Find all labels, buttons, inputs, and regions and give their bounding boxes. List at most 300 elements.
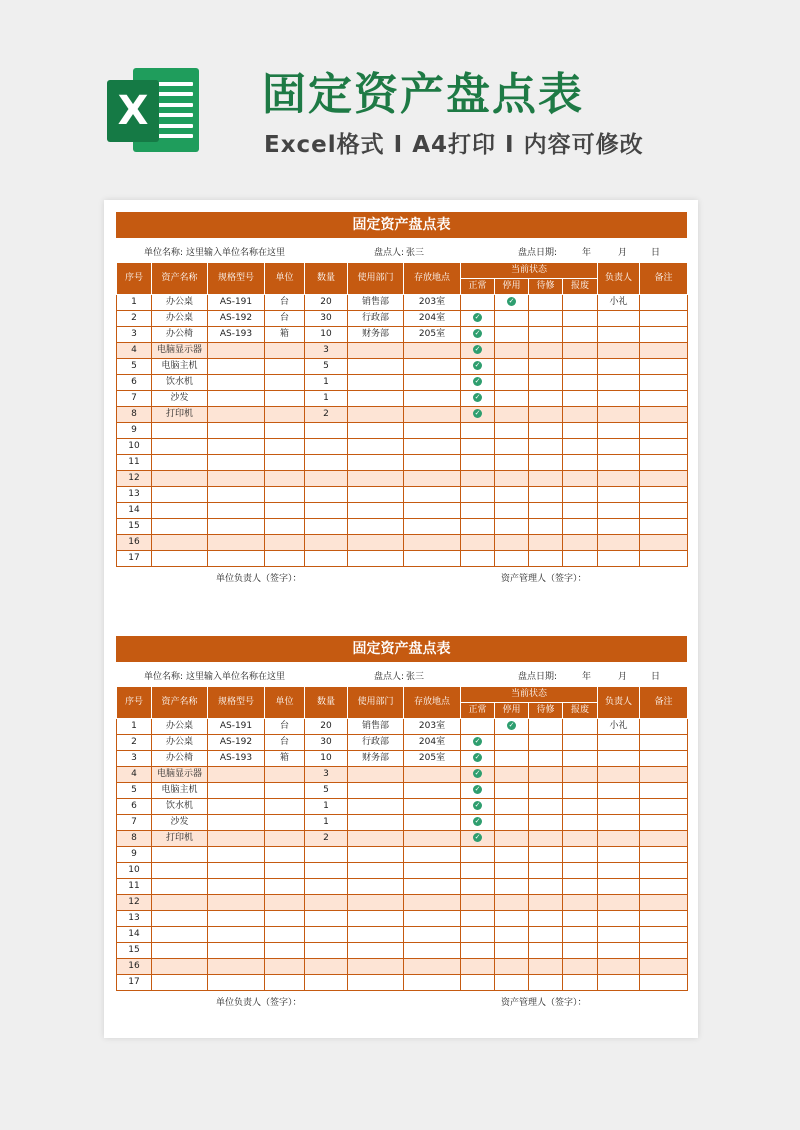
cell-dept[interactable]: [348, 519, 404, 535]
cell-dept[interactable]: [348, 455, 404, 471]
cell-name[interactable]: [152, 895, 208, 911]
cell-status-normal[interactable]: [461, 927, 495, 943]
cell-dept[interactable]: [348, 847, 404, 863]
cell-status-stopped[interactable]: [495, 783, 529, 799]
cell-unit[interactable]: [265, 423, 305, 439]
cell-dept[interactable]: 销售部: [348, 295, 404, 311]
cell-owner[interactable]: [598, 767, 640, 783]
cell-status-scrap[interactable]: [563, 487, 598, 503]
cell-owner[interactable]: [598, 359, 640, 375]
cell-status-normal[interactable]: [461, 975, 495, 991]
cell-qty[interactable]: [305, 455, 348, 471]
cell-name[interactable]: [152, 439, 208, 455]
cell-model[interactable]: [208, 879, 265, 895]
cell-note[interactable]: [640, 767, 688, 783]
cell-unit[interactable]: [265, 487, 305, 503]
cell-status-scrap[interactable]: [563, 391, 598, 407]
cell-name[interactable]: 办公桌: [152, 311, 208, 327]
cell-unit[interactable]: [265, 519, 305, 535]
cell-dept[interactable]: [348, 815, 404, 831]
cell-note[interactable]: [640, 751, 688, 767]
cell-model[interactable]: AS-191: [208, 719, 265, 735]
asset-manager-signature[interactable]: 资产管理人（签字）：: [501, 574, 587, 584]
cell-status-stopped[interactable]: [495, 815, 529, 831]
cell-unit[interactable]: [265, 359, 305, 375]
cell-status-repair[interactable]: [529, 927, 563, 943]
cell-note[interactable]: [640, 975, 688, 991]
cell-status-stopped[interactable]: [495, 311, 529, 327]
cell-qty[interactable]: 30: [305, 311, 348, 327]
cell-seq[interactable]: 14: [117, 927, 152, 943]
cell-status-scrap[interactable]: [563, 503, 598, 519]
cell-dept[interactable]: 财务部: [348, 327, 404, 343]
cell-location[interactable]: [404, 439, 461, 455]
cell-note[interactable]: [640, 487, 688, 503]
cell-dept[interactable]: 行政部: [348, 311, 404, 327]
cell-seq[interactable]: 16: [117, 535, 152, 551]
cell-status-repair[interactable]: [529, 831, 563, 847]
cell-status-repair[interactable]: [529, 359, 563, 375]
cell-location[interactable]: [404, 815, 461, 831]
cell-name[interactable]: [152, 943, 208, 959]
cell-status-repair[interactable]: [529, 455, 563, 471]
cell-note[interactable]: [640, 943, 688, 959]
cell-note[interactable]: [640, 407, 688, 423]
cell-seq[interactable]: 14: [117, 503, 152, 519]
cell-unit[interactable]: [265, 455, 305, 471]
cell-dept[interactable]: [348, 343, 404, 359]
cell-dept[interactable]: [348, 943, 404, 959]
cell-seq[interactable]: 1: [117, 719, 152, 735]
cell-qty[interactable]: 30: [305, 735, 348, 751]
cell-qty[interactable]: [305, 959, 348, 975]
cell-note[interactable]: [640, 879, 688, 895]
cell-model[interactable]: [208, 407, 265, 423]
cell-qty[interactable]: [305, 439, 348, 455]
cell-seq[interactable]: 8: [117, 831, 152, 847]
cell-model[interactable]: [208, 959, 265, 975]
cell-dept[interactable]: [348, 487, 404, 503]
cell-status-normal[interactable]: [461, 487, 495, 503]
unit-name-value[interactable]: 这里输入单位名称在这里: [186, 248, 286, 258]
cell-location[interactable]: [404, 767, 461, 783]
cell-dept[interactable]: 行政部: [348, 735, 404, 751]
cell-model[interactable]: [208, 911, 265, 927]
cell-status-stopped[interactable]: [495, 943, 529, 959]
cell-status-repair[interactable]: [529, 863, 563, 879]
cell-note[interactable]: [640, 535, 688, 551]
cell-name[interactable]: 电脑显示器: [152, 767, 208, 783]
cell-model[interactable]: [208, 831, 265, 847]
cell-owner[interactable]: [598, 439, 640, 455]
counter-value[interactable]: 张三: [406, 672, 425, 682]
cell-unit[interactable]: [265, 863, 305, 879]
cell-name[interactable]: [152, 519, 208, 535]
cell-status-scrap[interactable]: [563, 735, 598, 751]
cell-owner[interactable]: [598, 799, 640, 815]
cell-location[interactable]: [404, 487, 461, 503]
cell-status-normal[interactable]: [461, 359, 495, 375]
cell-status-normal[interactable]: [461, 455, 495, 471]
cell-qty[interactable]: 2: [305, 407, 348, 423]
cell-seq[interactable]: 7: [117, 815, 152, 831]
cell-model[interactable]: [208, 535, 265, 551]
cell-unit[interactable]: 台: [265, 735, 305, 751]
cell-qty[interactable]: [305, 975, 348, 991]
cell-name[interactable]: [152, 487, 208, 503]
cell-unit[interactable]: [265, 831, 305, 847]
cell-location[interactable]: 204室: [404, 311, 461, 327]
cell-location[interactable]: [404, 847, 461, 863]
cell-status-repair[interactable]: [529, 519, 563, 535]
cell-model[interactable]: AS-192: [208, 735, 265, 751]
cell-owner[interactable]: [598, 471, 640, 487]
cell-note[interactable]: [640, 911, 688, 927]
cell-status-stopped[interactable]: [495, 551, 529, 567]
cell-note[interactable]: [640, 375, 688, 391]
cell-status-repair[interactable]: [529, 879, 563, 895]
cell-status-repair[interactable]: [529, 503, 563, 519]
cell-qty[interactable]: [305, 927, 348, 943]
cell-name[interactable]: 打印机: [152, 831, 208, 847]
cell-note[interactable]: [640, 959, 688, 975]
cell-note[interactable]: [640, 311, 688, 327]
cell-location[interactable]: 203室: [404, 295, 461, 311]
cell-dept[interactable]: [348, 471, 404, 487]
cell-unit[interactable]: [265, 535, 305, 551]
cell-name[interactable]: 电脑主机: [152, 359, 208, 375]
cell-name[interactable]: 电脑显示器: [152, 343, 208, 359]
cell-status-scrap[interactable]: [563, 847, 598, 863]
cell-unit[interactable]: [265, 895, 305, 911]
cell-qty[interactable]: 1: [305, 391, 348, 407]
cell-unit[interactable]: [265, 959, 305, 975]
cell-unit[interactable]: [265, 375, 305, 391]
cell-note[interactable]: [640, 359, 688, 375]
cell-note[interactable]: [640, 391, 688, 407]
cell-location[interactable]: [404, 359, 461, 375]
cell-status-stopped[interactable]: [495, 799, 529, 815]
cell-location[interactable]: [404, 407, 461, 423]
cell-seq[interactable]: 13: [117, 487, 152, 503]
cell-status-scrap[interactable]: [563, 455, 598, 471]
cell-status-scrap[interactable]: [563, 863, 598, 879]
cell-status-repair[interactable]: [529, 343, 563, 359]
cell-location[interactable]: [404, 375, 461, 391]
cell-model[interactable]: [208, 783, 265, 799]
cell-status-repair[interactable]: [529, 975, 563, 991]
cell-note[interactable]: [640, 831, 688, 847]
cell-note[interactable]: [640, 423, 688, 439]
cell-status-normal[interactable]: [461, 719, 495, 735]
cell-dept[interactable]: [348, 551, 404, 567]
cell-name[interactable]: [152, 471, 208, 487]
cell-seq[interactable]: 12: [117, 471, 152, 487]
cell-seq[interactable]: 11: [117, 455, 152, 471]
cell-note[interactable]: [640, 927, 688, 943]
cell-owner[interactable]: [598, 327, 640, 343]
counter-value[interactable]: 张三: [406, 248, 425, 258]
cell-status-normal[interactable]: [461, 391, 495, 407]
cell-model[interactable]: [208, 439, 265, 455]
cell-status-stopped[interactable]: [495, 391, 529, 407]
cell-status-normal[interactable]: [461, 551, 495, 567]
cell-status-normal[interactable]: [461, 751, 495, 767]
cell-name[interactable]: [152, 423, 208, 439]
cell-status-stopped[interactable]: [495, 975, 529, 991]
cell-qty[interactable]: [305, 535, 348, 551]
cell-status-stopped[interactable]: [495, 295, 529, 311]
cell-model[interactable]: [208, 343, 265, 359]
cell-owner[interactable]: [598, 503, 640, 519]
cell-note[interactable]: [640, 847, 688, 863]
cell-status-repair[interactable]: [529, 719, 563, 735]
cell-seq[interactable]: 8: [117, 407, 152, 423]
cell-status-scrap[interactable]: [563, 783, 598, 799]
cell-status-stopped[interactable]: [495, 487, 529, 503]
cell-name[interactable]: [152, 551, 208, 567]
cell-location[interactable]: [404, 959, 461, 975]
cell-location[interactable]: [404, 799, 461, 815]
cell-status-repair[interactable]: [529, 911, 563, 927]
cell-status-normal[interactable]: [461, 311, 495, 327]
cell-status-repair[interactable]: [529, 943, 563, 959]
cell-owner[interactable]: [598, 943, 640, 959]
cell-location[interactable]: [404, 895, 461, 911]
cell-owner[interactable]: [598, 927, 640, 943]
cell-status-stopped[interactable]: [495, 343, 529, 359]
cell-status-repair[interactable]: [529, 311, 563, 327]
cell-owner[interactable]: 小礼: [598, 719, 640, 735]
cell-status-repair[interactable]: [529, 439, 563, 455]
cell-status-repair[interactable]: [529, 815, 563, 831]
cell-status-normal[interactable]: [461, 831, 495, 847]
cell-seq[interactable]: 2: [117, 311, 152, 327]
cell-location[interactable]: 204室: [404, 735, 461, 751]
cell-status-scrap[interactable]: [563, 959, 598, 975]
cell-status-repair[interactable]: [529, 327, 563, 343]
cell-status-scrap[interactable]: [563, 975, 598, 991]
cell-unit[interactable]: [265, 975, 305, 991]
cell-location[interactable]: 205室: [404, 327, 461, 343]
cell-location[interactable]: [404, 911, 461, 927]
cell-model[interactable]: [208, 359, 265, 375]
cell-dept[interactable]: [348, 439, 404, 455]
cell-status-normal[interactable]: [461, 799, 495, 815]
cell-name[interactable]: [152, 503, 208, 519]
cell-status-normal[interactable]: [461, 375, 495, 391]
cell-owner[interactable]: [598, 879, 640, 895]
cell-owner[interactable]: [598, 423, 640, 439]
cell-status-stopped[interactable]: [495, 519, 529, 535]
cell-unit[interactable]: [265, 551, 305, 567]
cell-dept[interactable]: [348, 911, 404, 927]
cell-model[interactable]: [208, 895, 265, 911]
cell-model[interactable]: AS-193: [208, 327, 265, 343]
cell-seq[interactable]: 11: [117, 879, 152, 895]
cell-model[interactable]: [208, 927, 265, 943]
cell-seq[interactable]: 10: [117, 863, 152, 879]
cell-qty[interactable]: 20: [305, 295, 348, 311]
cell-dept[interactable]: 财务部: [348, 751, 404, 767]
cell-name[interactable]: [152, 911, 208, 927]
cell-status-repair[interactable]: [529, 375, 563, 391]
cell-name[interactable]: 电脑主机: [152, 783, 208, 799]
cell-status-stopped[interactable]: [495, 735, 529, 751]
cell-name[interactable]: 沙发: [152, 391, 208, 407]
cell-location[interactable]: [404, 423, 461, 439]
cell-unit[interactable]: [265, 847, 305, 863]
cell-model[interactable]: [208, 975, 265, 991]
cell-seq[interactable]: 17: [117, 551, 152, 567]
cell-owner[interactable]: [598, 535, 640, 551]
cell-seq[interactable]: 9: [117, 847, 152, 863]
cell-status-normal[interactable]: [461, 423, 495, 439]
cell-name[interactable]: [152, 927, 208, 943]
cell-note[interactable]: [640, 343, 688, 359]
cell-model[interactable]: [208, 847, 265, 863]
cell-note[interactable]: [640, 519, 688, 535]
cell-location[interactable]: [404, 343, 461, 359]
cell-status-repair[interactable]: [529, 295, 563, 311]
cell-owner[interactable]: [598, 735, 640, 751]
cell-status-repair[interactable]: [529, 847, 563, 863]
cell-dept[interactable]: [348, 975, 404, 991]
cell-note[interactable]: [640, 503, 688, 519]
cell-unit[interactable]: [265, 343, 305, 359]
cell-name[interactable]: [152, 863, 208, 879]
cell-qty[interactable]: 3: [305, 767, 348, 783]
cell-model[interactable]: [208, 423, 265, 439]
cell-model[interactable]: [208, 503, 265, 519]
cell-owner[interactable]: [598, 975, 640, 991]
cell-model[interactable]: [208, 455, 265, 471]
cell-status-repair[interactable]: [529, 487, 563, 503]
cell-status-stopped[interactable]: [495, 359, 529, 375]
cell-location[interactable]: [404, 879, 461, 895]
cell-note[interactable]: [640, 735, 688, 751]
cell-owner[interactable]: [598, 783, 640, 799]
cell-qty[interactable]: [305, 471, 348, 487]
cell-name[interactable]: 办公桌: [152, 735, 208, 751]
cell-model[interactable]: [208, 799, 265, 815]
cell-name[interactable]: 饮水机: [152, 375, 208, 391]
cell-status-normal[interactable]: [461, 407, 495, 423]
cell-owner[interactable]: [598, 831, 640, 847]
cell-status-normal[interactable]: [461, 503, 495, 519]
cell-location[interactable]: [404, 927, 461, 943]
cell-model[interactable]: [208, 375, 265, 391]
cell-location[interactable]: [404, 503, 461, 519]
cell-seq[interactable]: 16: [117, 959, 152, 975]
cell-model[interactable]: [208, 863, 265, 879]
cell-status-normal[interactable]: [461, 519, 495, 535]
cell-qty[interactable]: 1: [305, 815, 348, 831]
cell-location[interactable]: [404, 455, 461, 471]
cell-note[interactable]: [640, 783, 688, 799]
cell-status-repair[interactable]: [529, 783, 563, 799]
cell-status-stopped[interactable]: [495, 847, 529, 863]
cell-seq[interactable]: 6: [117, 799, 152, 815]
cell-status-stopped[interactable]: [495, 911, 529, 927]
cell-dept[interactable]: 销售部: [348, 719, 404, 735]
cell-seq[interactable]: 6: [117, 375, 152, 391]
cell-unit[interactable]: [265, 439, 305, 455]
cell-status-normal[interactable]: [461, 535, 495, 551]
cell-name[interactable]: 办公椅: [152, 327, 208, 343]
cell-status-normal[interactable]: [461, 439, 495, 455]
cell-status-scrap[interactable]: [563, 767, 598, 783]
cell-status-stopped[interactable]: [495, 327, 529, 343]
cell-owner[interactable]: [598, 407, 640, 423]
cell-status-scrap[interactable]: [563, 719, 598, 735]
cell-status-stopped[interactable]: [495, 927, 529, 943]
cell-name[interactable]: [152, 847, 208, 863]
cell-unit[interactable]: [265, 911, 305, 927]
cell-qty[interactable]: [305, 863, 348, 879]
cell-model[interactable]: [208, 471, 265, 487]
cell-status-scrap[interactable]: [563, 375, 598, 391]
cell-dept[interactable]: [348, 375, 404, 391]
cell-dept[interactable]: [348, 407, 404, 423]
unit-name-value[interactable]: 这里输入单位名称在这里: [186, 672, 286, 682]
cell-note[interactable]: [640, 327, 688, 343]
cell-name[interactable]: [152, 975, 208, 991]
cell-status-stopped[interactable]: [495, 471, 529, 487]
cell-name[interactable]: 沙发: [152, 815, 208, 831]
cell-qty[interactable]: 10: [305, 327, 348, 343]
cell-owner[interactable]: [598, 375, 640, 391]
cell-model[interactable]: [208, 767, 265, 783]
cell-status-scrap[interactable]: [563, 535, 598, 551]
cell-unit[interactable]: [265, 471, 305, 487]
cell-seq[interactable]: 5: [117, 359, 152, 375]
asset-manager-signature[interactable]: 资产管理人（签字）：: [501, 998, 587, 1008]
cell-status-stopped[interactable]: [495, 831, 529, 847]
cell-status-repair[interactable]: [529, 959, 563, 975]
cell-name[interactable]: [152, 535, 208, 551]
cell-model[interactable]: AS-191: [208, 295, 265, 311]
cell-unit[interactable]: [265, 927, 305, 943]
cell-unit[interactable]: [265, 407, 305, 423]
cell-status-scrap[interactable]: [563, 311, 598, 327]
cell-status-scrap[interactable]: [563, 407, 598, 423]
cell-qty[interactable]: 1: [305, 799, 348, 815]
cell-unit[interactable]: [265, 783, 305, 799]
cell-dept[interactable]: [348, 927, 404, 943]
cell-owner[interactable]: [598, 487, 640, 503]
cell-qty[interactable]: 5: [305, 359, 348, 375]
cell-model[interactable]: AS-193: [208, 751, 265, 767]
cell-name[interactable]: 打印机: [152, 407, 208, 423]
cell-qty[interactable]: 3: [305, 343, 348, 359]
cell-status-normal[interactable]: [461, 295, 495, 311]
cell-owner[interactable]: [598, 455, 640, 471]
cell-seq[interactable]: 4: [117, 767, 152, 783]
cell-unit[interactable]: 箱: [265, 751, 305, 767]
cell-status-normal[interactable]: [461, 815, 495, 831]
cell-model[interactable]: [208, 943, 265, 959]
cell-dept[interactable]: [348, 879, 404, 895]
cell-status-stopped[interactable]: [495, 879, 529, 895]
cell-status-normal[interactable]: [461, 847, 495, 863]
cell-owner[interactable]: [598, 391, 640, 407]
cell-note[interactable]: [640, 895, 688, 911]
cell-seq[interactable]: 3: [117, 751, 152, 767]
cell-note[interactable]: [640, 295, 688, 311]
cell-owner[interactable]: [598, 343, 640, 359]
cell-status-repair[interactable]: [529, 799, 563, 815]
